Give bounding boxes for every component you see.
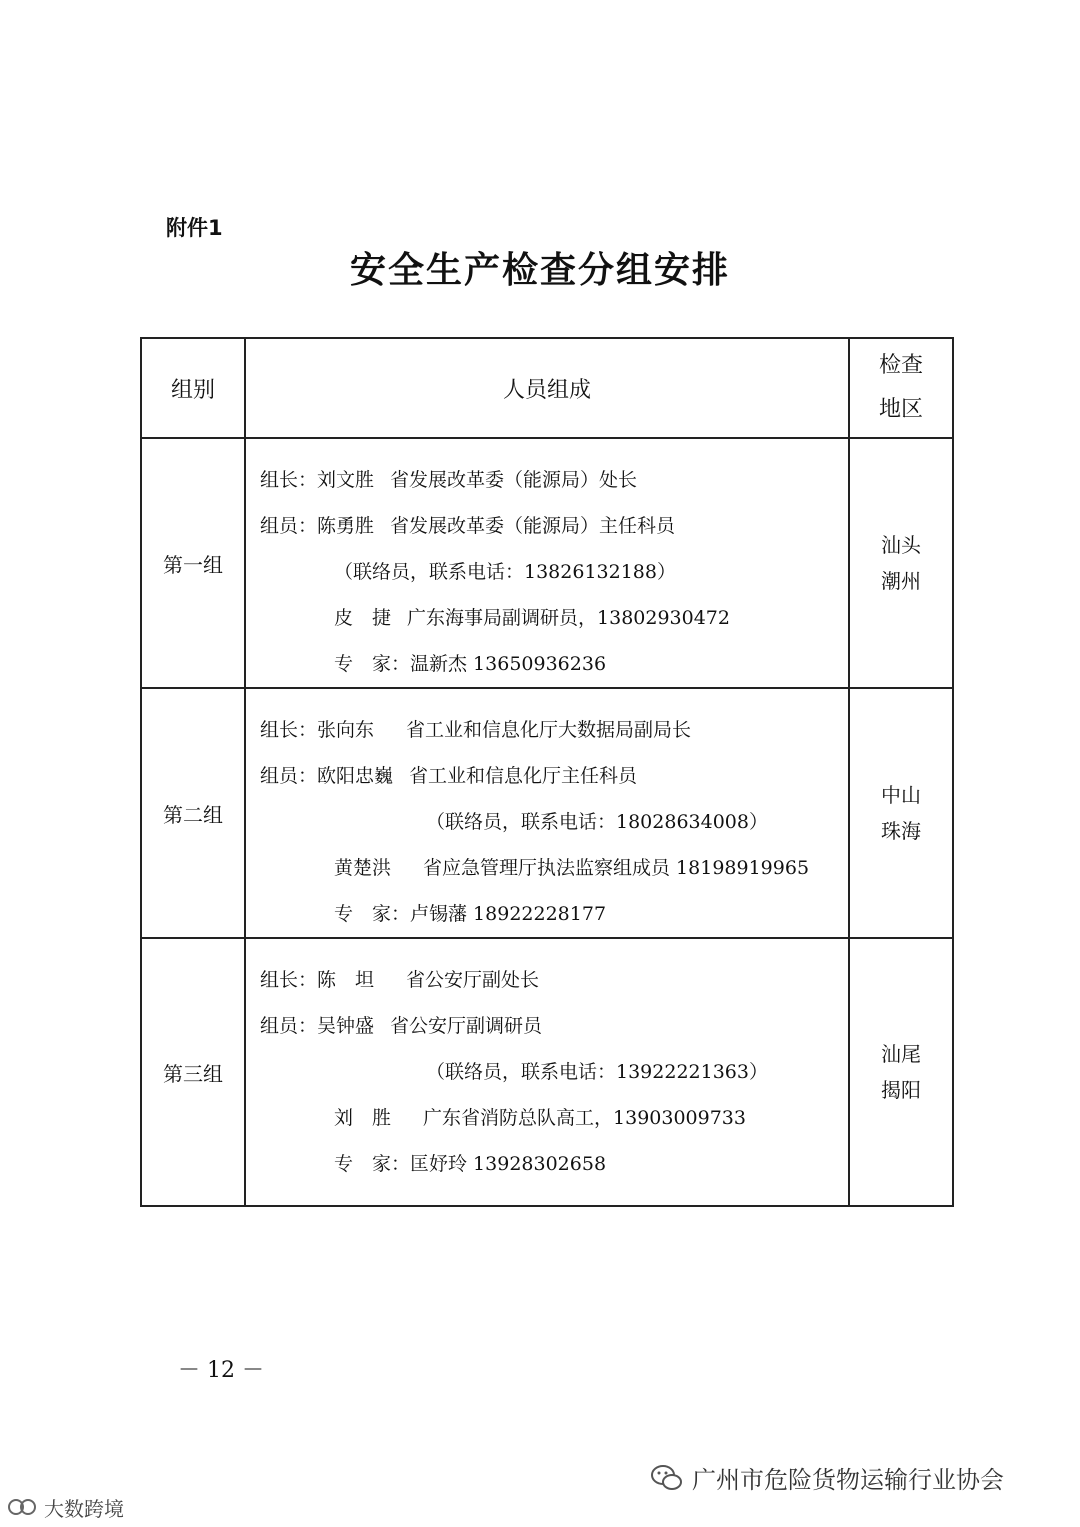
- header-region-line-1: 检查: [878, 353, 923, 378]
- group-name: 第一组: [141, 438, 245, 688]
- member-line: 组长：张向东 省工业和信息化厅大数据局副局长: [260, 719, 692, 741]
- document-title: 安全生产检查分组安排: [349, 250, 730, 291]
- table-row: [141, 438, 953, 688]
- region-cell: 汕尾 揭阳: [849, 938, 953, 1206]
- member-line: 专 家：匡妤玲 13928302658: [334, 1153, 607, 1175]
- table-row: [141, 688, 953, 938]
- region-cell: 中山 珠海: [849, 688, 953, 938]
- member-line: 专 家：卢锡藩 18922228177: [334, 903, 607, 925]
- members-cell: [245, 938, 849, 1206]
- attachment-label: 附件1: [166, 216, 223, 240]
- header-region-line-2: 地区: [878, 397, 923, 422]
- logo-icon: [6, 1492, 40, 1522]
- inspection-group-table: [140, 337, 954, 1207]
- member-line: 组员：陈勇胜 省发展改革委（能源局）主任科员: [260, 515, 676, 537]
- watermark-right-text: 广州市危险货物运输行业协会: [692, 1466, 1004, 1494]
- table-row: [141, 938, 953, 1206]
- region-cell: 汕头 潮州: [849, 438, 953, 688]
- group-name: 第二组: [141, 688, 245, 938]
- member-line: 皮 捷 广东海事局副调研员，13802930472: [334, 607, 730, 629]
- page-number: － 12 －: [178, 1358, 264, 1383]
- member-line: （联络员，联系电话：13826132188）: [334, 561, 676, 583]
- member-line: （联络员，联系电话：18028634008）: [426, 811, 768, 833]
- members-cell: [245, 688, 849, 938]
- group-name: 第三组: [141, 938, 245, 1206]
- member-line: 组长：陈 坦 省公安厅副处长: [260, 969, 540, 991]
- members-cell: [245, 438, 849, 688]
- header-group: 组别: [141, 338, 245, 438]
- member-line: 刘 胜 广东省消防总队高工，13903009733: [334, 1107, 746, 1129]
- table-header-row: [141, 338, 953, 438]
- watermark-right: [650, 1460, 1004, 1495]
- member-line: 专 家：温新杰 13650936236: [334, 653, 607, 675]
- header-region: [849, 338, 953, 438]
- wechat-icon: [650, 1463, 684, 1493]
- watermark-left-text: 大数跨境: [44, 1496, 124, 1521]
- member-line: （联络员，联系电话：13922221363）: [426, 1061, 768, 1083]
- member-line: 组长：刘文胜 省发展改革委（能源局）处长: [260, 469, 638, 491]
- member-line: 组员：吴钟盛 省公安厅副调研员: [260, 1015, 543, 1037]
- header-members: 人员组成: [245, 338, 849, 438]
- member-line: 组员：欧阳忠巍 省工业和信息化厅主任科员: [260, 765, 638, 787]
- watermark-left: [6, 1492, 124, 1522]
- member-line: 黄楚洪 省应急管理厅执法监察组成员 18198919965: [334, 857, 810, 879]
